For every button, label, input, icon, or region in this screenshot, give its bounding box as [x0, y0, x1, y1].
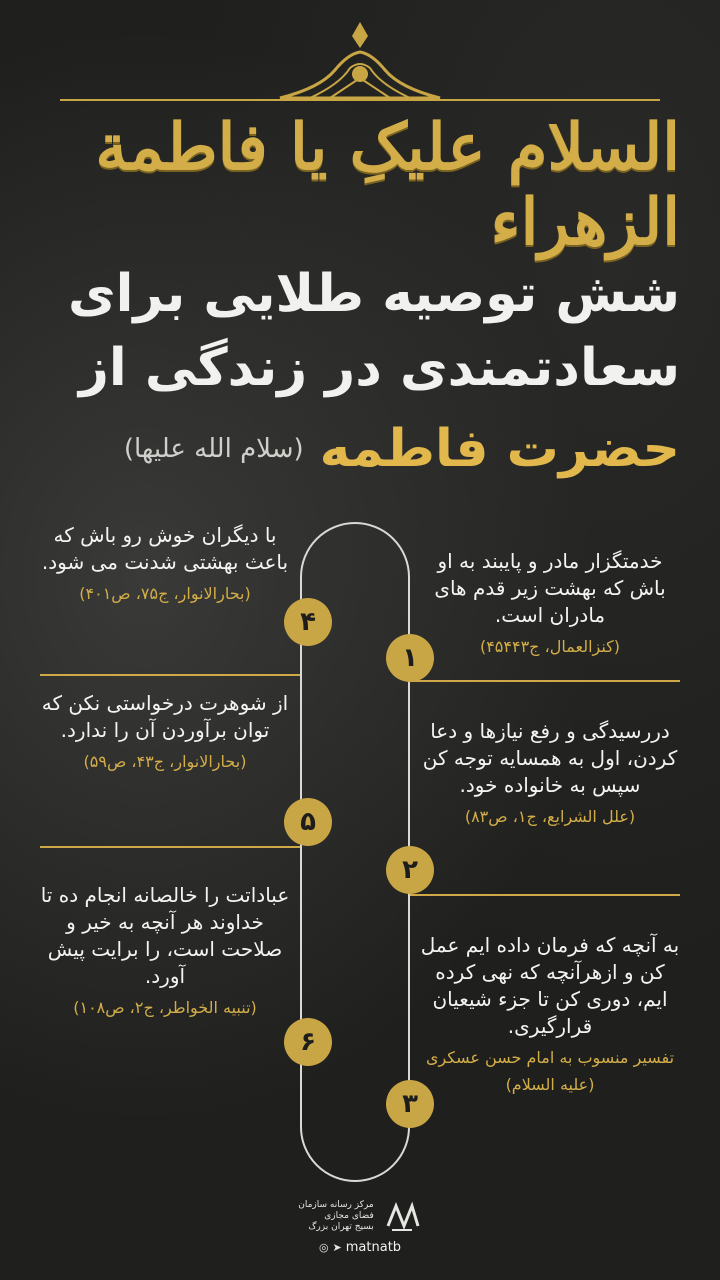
- title-honorific: (سلام الله علیها): [123, 434, 304, 464]
- instagram-icon: ◎: [318, 1241, 329, 1254]
- footer-org: [298, 1200, 374, 1233]
- social-handle[interactable]: [319, 1240, 401, 1255]
- tip-number-3: ۳: [386, 1080, 434, 1128]
- tip-text: به آنچه که فرمان داده ایم عمل کن و ازهرآنچه که نهی کرده ایم، دوری کن تا جزء شیعیان قرارگیری.: [420, 933, 680, 1038]
- tip-4: [40, 522, 290, 607]
- divider: [40, 674, 300, 676]
- tip-source: تفسیر منسوب به امام حسن عسکری (علیه السلام): [425, 1048, 675, 1094]
- tip-1: [420, 548, 680, 660]
- calligraphy-salutation: السلام علیکِ یا فاطمة الزهراء: [95, 110, 680, 260]
- title-line-2: سعادتمندی در زندگی از: [78, 338, 680, 398]
- divider: [40, 846, 300, 848]
- footer-org-line: مرکز رسانه سازمان: [298, 1199, 374, 1210]
- tip-6: [40, 882, 290, 1021]
- tip-source: (علل الشرایع، ج۱، ص۸۳): [464, 807, 636, 826]
- handle-text: matnatb: [345, 1240, 402, 1255]
- tip-text: خدمتگزار مادر و پایبند به او باش که بهشت زیر قدم های مادران است.: [434, 549, 666, 627]
- tip-number-6: ۶: [284, 1018, 332, 1066]
- footer: [280, 1196, 440, 1266]
- tip-3: [420, 932, 680, 1098]
- footer-org-line: فضای مجازی: [324, 1210, 374, 1221]
- tip-number-4: ۴: [284, 598, 332, 646]
- tip-text: عباداتت را خالصانه انجام ده تا خداوند هر آنچه به خیر و صلاحت است، را برایت پیش آورد.: [40, 883, 290, 988]
- footer-org-line: بسیج تهران بزرگ: [308, 1221, 374, 1232]
- tip-number-2: ۲: [386, 846, 434, 894]
- telegram-icon: ➤: [332, 1241, 342, 1254]
- divider: [410, 894, 680, 896]
- tip-text: با دیگران خوش رو باش که باعث بهشتی شدنت می شود.: [41, 523, 289, 574]
- header-rule: [60, 99, 660, 101]
- title-name: حضرت فاطمه: [319, 419, 680, 479]
- tip-source: (بحارالانوار، ج۴۳، ص۵۹): [83, 752, 247, 771]
- tip-number-1: ۱: [386, 634, 434, 682]
- tip-source: (بحارالانوار، ج۷۵، ص۴۰۱): [79, 584, 251, 603]
- tip-2: [420, 718, 680, 830]
- divider: [410, 680, 680, 682]
- title-line-3: [40, 414, 680, 484]
- ornament-icon: [260, 18, 460, 100]
- tip-number-5: ۵: [284, 798, 332, 846]
- tip-source: (کنزالعمال، ج۴۵۴۴۳): [479, 637, 621, 656]
- tip-5: [40, 690, 290, 775]
- tip-text: از شوهرت درخواستی نکن که توان برآوردن آن را ندارد.: [41, 691, 289, 742]
- tip-source: (تنبیه الخواطر، ج۲، ص۱۰۸): [73, 998, 257, 1017]
- org-logo-icon: [382, 1196, 422, 1236]
- tip-text: دررسیدگی و رفع نیازها و دعا کردن، اول به همسایه توجه کن سپس به خانواده خود.: [422, 719, 678, 797]
- title-line-1: شش توصیه طلایی برای: [67, 264, 680, 324]
